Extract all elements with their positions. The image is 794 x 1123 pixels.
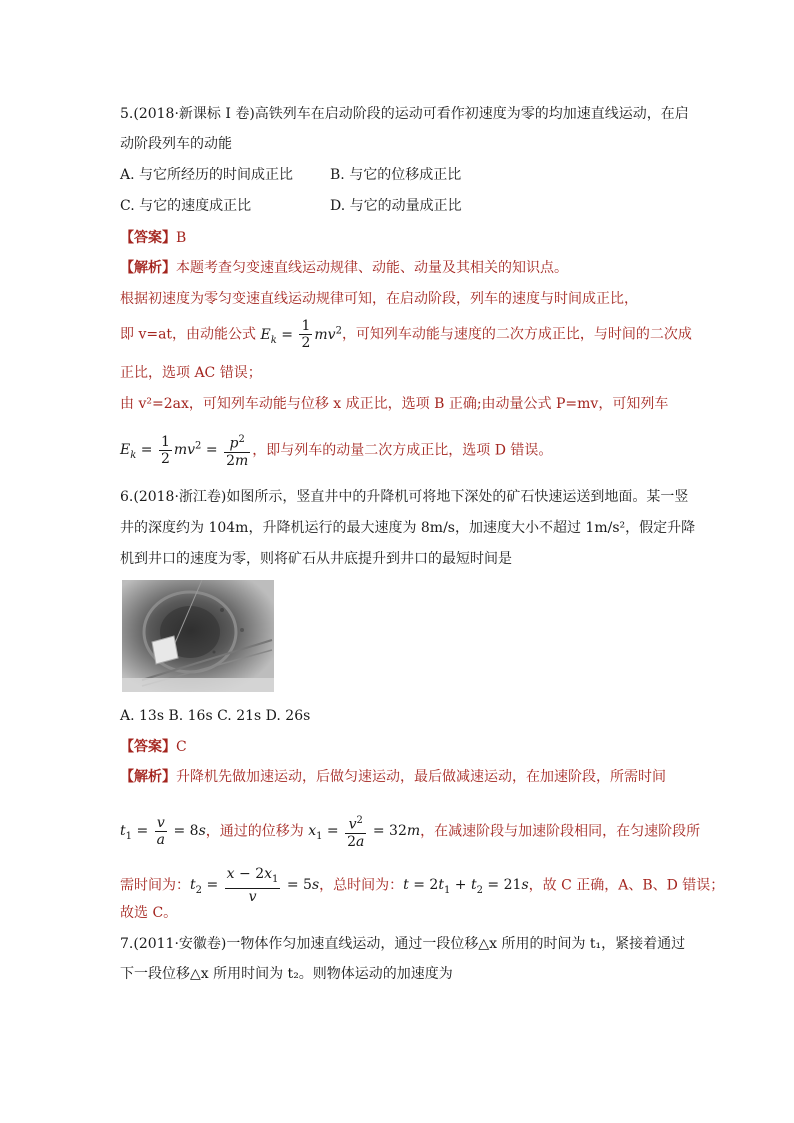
q7-stem-line-1: 7.(2011·安徽卷)一物体作匀加速直线运动，通过一段位移△x 所用的时间为 t₁，紧接着通过 <box>120 936 686 952</box>
mine-shaft-photo <box>122 580 274 692</box>
q6-analysis-line-3 <box>120 866 724 905</box>
q7-stem-line-2: 下一段位移△x 所用时间为 t₂。则物体运动的加速度为 <box>120 966 453 982</box>
mine-shaft-image <box>122 580 274 692</box>
analysis-text: ，即与列车的动量二次方成正比，选项 D 错误。 <box>252 442 553 459</box>
kinetic-energy-formula: $E_k$ = $\frac{1}{2}$ $mv^2$ <box>260 318 342 351</box>
q5-option-a: A. 与它所经历的时间成正比 <box>120 167 294 183</box>
analysis-text: 需时间为： <box>120 877 190 894</box>
q5-option-c: C. 与它的速度成正比 <box>120 198 252 214</box>
q6-stem-line-1: 6.(2018·浙江卷)如图所示，竖直井中的升降机可将地下深处的矿石快速运送到地面。某一竖 <box>120 489 689 505</box>
analysis-text: ，可知列车动能与速度的二次方成正比，与时间的二次成 <box>341 326 692 343</box>
analysis-label: 【解析】 <box>120 769 176 785</box>
analysis-text: ，故 C 正确，A、B、D 错误； <box>528 877 725 894</box>
answer-label: 【答案】 <box>120 230 176 246</box>
q5-analysis-line-4: 正比，选项 AC 错误； <box>120 365 262 381</box>
q6-analysis-line-1 <box>120 767 666 787</box>
uniform-time-formula: $t_2$ = $\frac{x - 2x_1}{v}$ = 5s <box>190 866 320 905</box>
analysis-text: 升降机先做加速运动，后做匀速运动，最后做减速运动，在加速阶段，所需时间 <box>176 769 666 785</box>
q6-answer <box>120 737 187 757</box>
q6-options: A. 13s B. 16s C. 21s D. 26s <box>120 708 311 724</box>
q5-stem-line-2: 动阶段列车的动能 <box>120 136 232 152</box>
answer-label: 【答案】 <box>120 739 176 755</box>
analysis-label: 【解析】 <box>120 260 176 276</box>
answer-value: C <box>176 739 187 755</box>
analysis-text: ，通过的位移为 <box>205 823 309 840</box>
q5-analysis-line-3 <box>120 318 692 351</box>
analysis-text: 本题考查匀变速直线运动规律、动能、动量及其相关的知识点。 <box>176 260 568 276</box>
total-time-formula: $t = 2t_1 + t_2 = 21s$ <box>403 877 529 897</box>
answer-value: B <box>176 230 187 246</box>
analysis-text: 即 v=at，由动能公式 <box>120 326 261 343</box>
q5-analysis-line-5: 由 v²=2ax，可知列车动能与位移 x 成正比，选项 B 正确;由动量公式 P=mv，可知列车 <box>120 396 669 412</box>
q5-analysis-line-1 <box>120 258 568 278</box>
analysis-text: ，总时间为： <box>319 877 404 894</box>
q5-answer <box>120 228 186 248</box>
displacement-formula: $x_1$ = $\frac{v^2}{2a}$ = 32m <box>308 815 421 850</box>
q5-stem-line-1: 5.(2018·新课标 I 卷)高铁列车在启动阶段的运动可看作初速度为零的均加速直线运动，在启 <box>120 106 689 122</box>
q6-stem-line-3: 机到井口的速度为零，则将矿石从井底提升到井口的最短时间是 <box>120 551 512 567</box>
q6-analysis-line-4: 故选 C。 <box>120 905 178 921</box>
q6-stem-line-2: 井的深度约为 104m，升降机运行的最大速度为 8m/s，加速度大小不超过 1m/s²，假定升降 <box>120 520 696 536</box>
momentum-energy-formula: $E_k$ = $\frac{1}{2}$ $mv^2$ = $\frac{p^2}{2m}$ <box>120 433 249 469</box>
q5-option-d: D. 与它的动量成正比 <box>330 198 462 214</box>
analysis-text: ，在减速阶段与加速阶段相同，在匀速阶段所 <box>420 823 701 840</box>
q5-analysis-line-2: 根据初速度为零匀变速直线运动规律可知，在启动阶段，列车的速度与时间成正比， <box>120 291 638 307</box>
q6-analysis-line-2 <box>120 813 700 850</box>
q5-analysis-line-6 <box>120 432 552 469</box>
q5-option-b: B. 与它的位移成正比 <box>330 167 462 183</box>
time-formula: $t_1$ = $\frac{v}{a}$ = 8s <box>120 814 206 848</box>
